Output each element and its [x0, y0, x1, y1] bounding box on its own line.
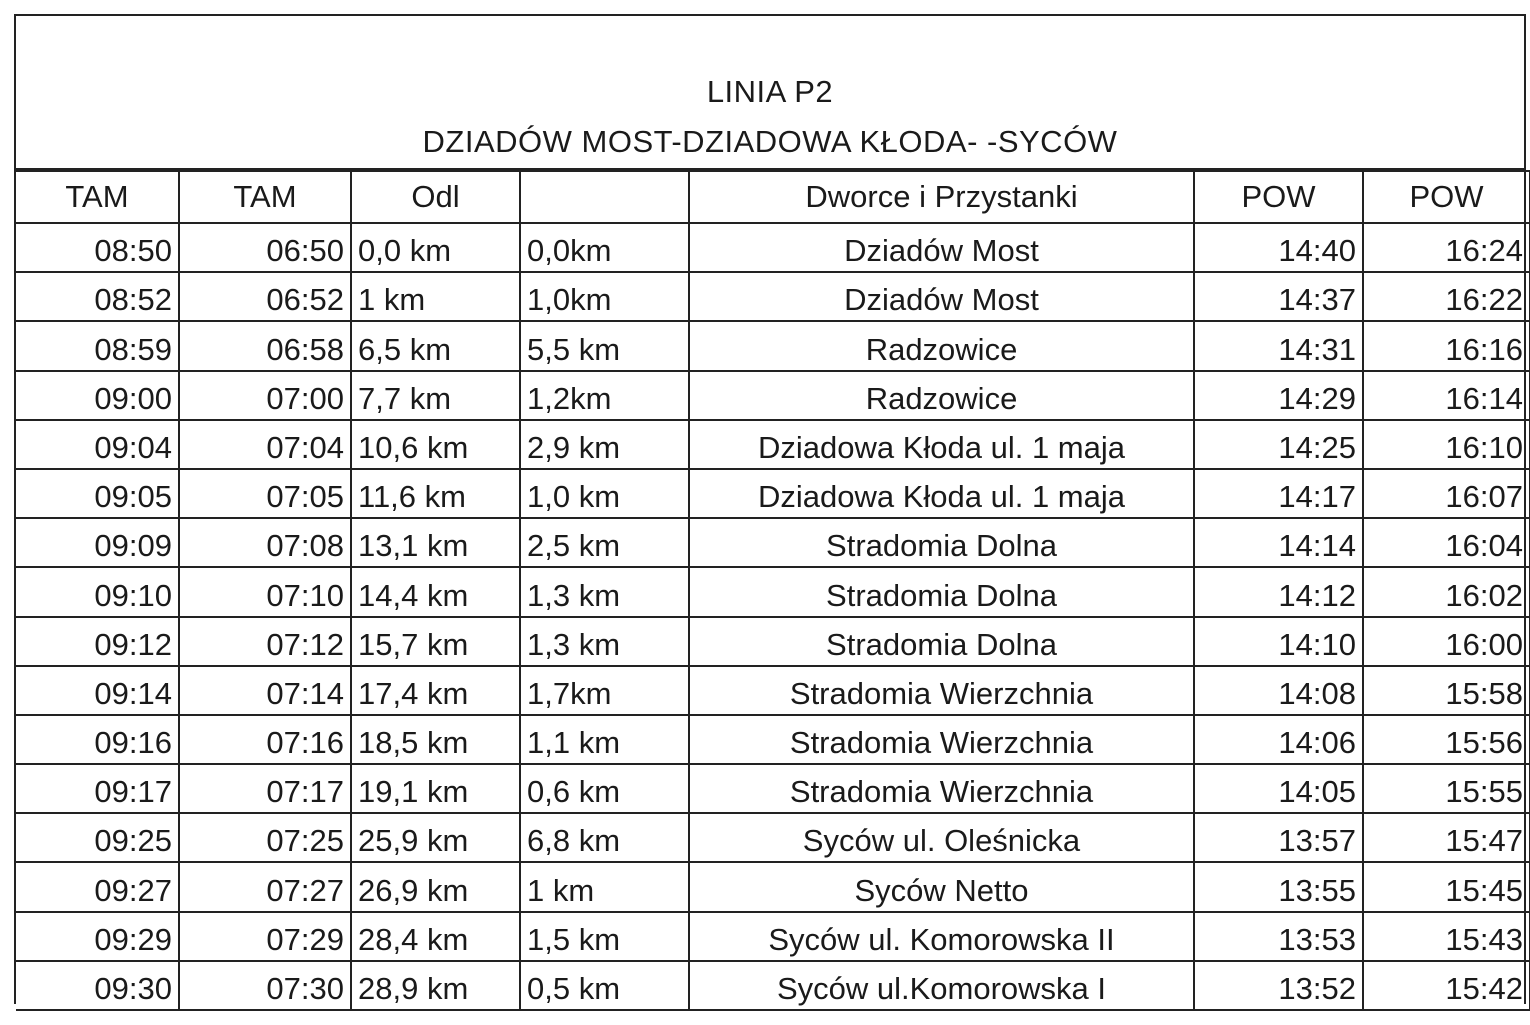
timetable-table — [16, 170, 1530, 1011]
table-row — [16, 715, 1530, 764]
cell-tam-1: 08:59 — [16, 321, 179, 370]
cell-stop-name: Stradomia Wierzchnia — [689, 764, 1194, 813]
table-row — [16, 272, 1530, 321]
cell-tam-2: 07:08 — [179, 518, 351, 567]
cell-distance-total: 11,6 km — [351, 469, 520, 518]
line-title: LINIA P2 — [706, 74, 834, 109]
cell-tam-1: 09:14 — [16, 666, 179, 715]
cell-distance-total: 19,1 km — [351, 764, 520, 813]
cell-pow-1: 14:25 — [1194, 420, 1363, 469]
col-header-tam-2: TAM — [179, 171, 351, 223]
cell-pow-1: 13:53 — [1194, 912, 1363, 961]
table-row — [16, 764, 1530, 813]
cell-stop-name: Syców Netto — [689, 862, 1194, 911]
cell-tam-2: 06:50 — [179, 223, 351, 272]
col-header-odl: Odl — [351, 171, 520, 223]
cell-tam-1: 09:17 — [16, 764, 179, 813]
cell-tam-2: 06:52 — [179, 272, 351, 321]
cell-stop-name: Stradomia Wierzchnia — [689, 666, 1194, 715]
cell-distance-total: 0,0 km — [351, 223, 520, 272]
cell-distance-total: 14,4 km — [351, 567, 520, 616]
cell-distance-segment: 1,7km — [520, 666, 689, 715]
cell-tam-2: 07:00 — [179, 371, 351, 420]
table-row — [16, 567, 1530, 616]
table-row — [16, 469, 1530, 518]
cell-distance-total: 18,5 km — [351, 715, 520, 764]
cell-stop-name: Dziadowa Kłoda ul. 1 maja — [689, 469, 1194, 518]
table-row — [16, 666, 1530, 715]
route-title: DZIADÓW MOST-DZIADOWA KŁODA- -SYCÓW — [422, 124, 1118, 159]
cell-distance-total: 28,4 km — [351, 912, 520, 961]
cell-tam-2: 06:58 — [179, 321, 351, 370]
cell-stop-name: Radzowice — [689, 371, 1194, 420]
cell-pow-2: 16:22 — [1363, 272, 1530, 321]
cell-pow-1: 14:10 — [1194, 617, 1363, 666]
cell-stop-name: Stradomia Wierzchnia — [689, 715, 1194, 764]
col-header-segment — [520, 171, 689, 223]
cell-stop-name: Dziadów Most — [689, 272, 1194, 321]
table-row — [16, 961, 1530, 1010]
cell-distance-segment: 1,3 km — [520, 567, 689, 616]
cell-tam-1: 09:30 — [16, 961, 179, 1010]
col-header-pow-2: POW — [1363, 171, 1530, 223]
cell-distance-segment: 1,0 km — [520, 469, 689, 518]
cell-pow-2: 15:58 — [1363, 666, 1530, 715]
title-block — [16, 16, 1524, 170]
cell-distance-total: 6,5 km — [351, 321, 520, 370]
cell-distance-total: 28,9 km — [351, 961, 520, 1010]
cell-distance-segment: 2,5 km — [520, 518, 689, 567]
cell-pow-2: 16:07 — [1363, 469, 1530, 518]
cell-stop-name: Syców ul.Komorowska I — [689, 961, 1194, 1010]
cell-pow-1: 14:12 — [1194, 567, 1363, 616]
cell-tam-2: 07:14 — [179, 666, 351, 715]
cell-pow-2: 15:47 — [1363, 813, 1530, 862]
cell-tam-1: 09:27 — [16, 862, 179, 911]
cell-distance-segment: 1,0km — [520, 272, 689, 321]
cell-pow-1: 13:52 — [1194, 961, 1363, 1010]
col-header-pow-1: POW — [1194, 171, 1363, 223]
cell-pow-2: 16:02 — [1363, 567, 1530, 616]
cell-distance-segment: 1,2km — [520, 371, 689, 420]
cell-tam-1: 09:04 — [16, 420, 179, 469]
table-row — [16, 617, 1530, 666]
cell-pow-2: 16:04 — [1363, 518, 1530, 567]
cell-distance-segment: 1 km — [520, 862, 689, 911]
cell-distance-segment: 6,8 km — [520, 813, 689, 862]
cell-pow-2: 15:55 — [1363, 764, 1530, 813]
table-row — [16, 223, 1530, 272]
table-row — [16, 912, 1530, 961]
timetable-sheet — [14, 14, 1526, 1004]
table-row — [16, 862, 1530, 911]
cell-tam-1: 09:16 — [16, 715, 179, 764]
cell-distance-segment: 5,5 km — [520, 321, 689, 370]
cell-pow-1: 14:05 — [1194, 764, 1363, 813]
cell-pow-2: 15:42 — [1363, 961, 1530, 1010]
table-row — [16, 321, 1530, 370]
cell-pow-1: 14:31 — [1194, 321, 1363, 370]
cell-stop-name: Stradomia Dolna — [689, 617, 1194, 666]
cell-tam-1: 09:12 — [16, 617, 179, 666]
cell-tam-1: 09:25 — [16, 813, 179, 862]
cell-pow-2: 15:45 — [1363, 862, 1530, 911]
cell-pow-1: 14:29 — [1194, 371, 1363, 420]
table-row — [16, 371, 1530, 420]
cell-distance-segment: 0,6 km — [520, 764, 689, 813]
cell-stop-name: Stradomia Dolna — [689, 567, 1194, 616]
cell-tam-1: 09:09 — [16, 518, 179, 567]
cell-tam-2: 07:10 — [179, 567, 351, 616]
cell-tam-1: 09:05 — [16, 469, 179, 518]
cell-pow-2: 16:24 — [1363, 223, 1530, 272]
cell-pow-1: 14:08 — [1194, 666, 1363, 715]
cell-pow-2: 16:10 — [1363, 420, 1530, 469]
cell-distance-total: 13,1 km — [351, 518, 520, 567]
cell-distance-total: 15,7 km — [351, 617, 520, 666]
cell-pow-1: 14:40 — [1194, 223, 1363, 272]
cell-stop-name: Radzowice — [689, 321, 1194, 370]
cell-stop-name: Dziadów Most — [689, 223, 1194, 272]
col-header-tam-1: TAM — [16, 171, 179, 223]
header-row — [16, 171, 1530, 223]
table-row — [16, 420, 1530, 469]
cell-tam-2: 07:12 — [179, 617, 351, 666]
cell-pow-2: 15:56 — [1363, 715, 1530, 764]
cell-stop-name: Dziadowa Kłoda ul. 1 maja — [689, 420, 1194, 469]
cell-tam-2: 07:16 — [179, 715, 351, 764]
cell-stop-name: Syców ul. Komorowska II — [689, 912, 1194, 961]
cell-pow-2: 15:43 — [1363, 912, 1530, 961]
col-header-stops: Dworce i Przystanki — [689, 171, 1194, 223]
cell-distance-segment: 2,9 km — [520, 420, 689, 469]
cell-tam-2: 07:27 — [179, 862, 351, 911]
cell-distance-segment: 1,1 km — [520, 715, 689, 764]
cell-distance-total: 26,9 km — [351, 862, 520, 911]
cell-pow-2: 16:14 — [1363, 371, 1530, 420]
cell-distance-segment: 0,5 km — [520, 961, 689, 1010]
cell-pow-1: 13:57 — [1194, 813, 1363, 862]
cell-tam-2: 07:17 — [179, 764, 351, 813]
cell-tam-1: 09:10 — [16, 567, 179, 616]
cell-tam-1: 08:52 — [16, 272, 179, 321]
cell-distance-total: 10,6 km — [351, 420, 520, 469]
cell-pow-2: 16:16 — [1363, 321, 1530, 370]
cell-distance-segment: 0,0km — [520, 223, 689, 272]
cell-distance-total: 25,9 km — [351, 813, 520, 862]
cell-tam-2: 07:29 — [179, 912, 351, 961]
cell-distance-total: 7,7 km — [351, 371, 520, 420]
cell-tam-2: 07:04 — [179, 420, 351, 469]
cell-distance-segment: 1,5 km — [520, 912, 689, 961]
cell-tam-2: 07:05 — [179, 469, 351, 518]
table-row — [16, 518, 1530, 567]
cell-pow-2: 16:00 — [1363, 617, 1530, 666]
cell-pow-1: 14:37 — [1194, 272, 1363, 321]
cell-tam-2: 07:30 — [179, 961, 351, 1010]
cell-distance-total: 17,4 km — [351, 666, 520, 715]
table-row — [16, 813, 1530, 862]
cell-stop-name: Stradomia Dolna — [689, 518, 1194, 567]
cell-tam-1: 09:00 — [16, 371, 179, 420]
cell-distance-segment: 1,3 km — [520, 617, 689, 666]
cell-pow-1: 14:14 — [1194, 518, 1363, 567]
cell-pow-1: 14:06 — [1194, 715, 1363, 764]
cell-pow-1: 13:55 — [1194, 862, 1363, 911]
cell-stop-name: Syców ul. Oleśnicka — [689, 813, 1194, 862]
cell-tam-1: 09:29 — [16, 912, 179, 961]
cell-tam-2: 07:25 — [179, 813, 351, 862]
cell-tam-1: 08:50 — [16, 223, 179, 272]
cell-pow-1: 14:17 — [1194, 469, 1363, 518]
cell-distance-total: 1 km — [351, 272, 520, 321]
